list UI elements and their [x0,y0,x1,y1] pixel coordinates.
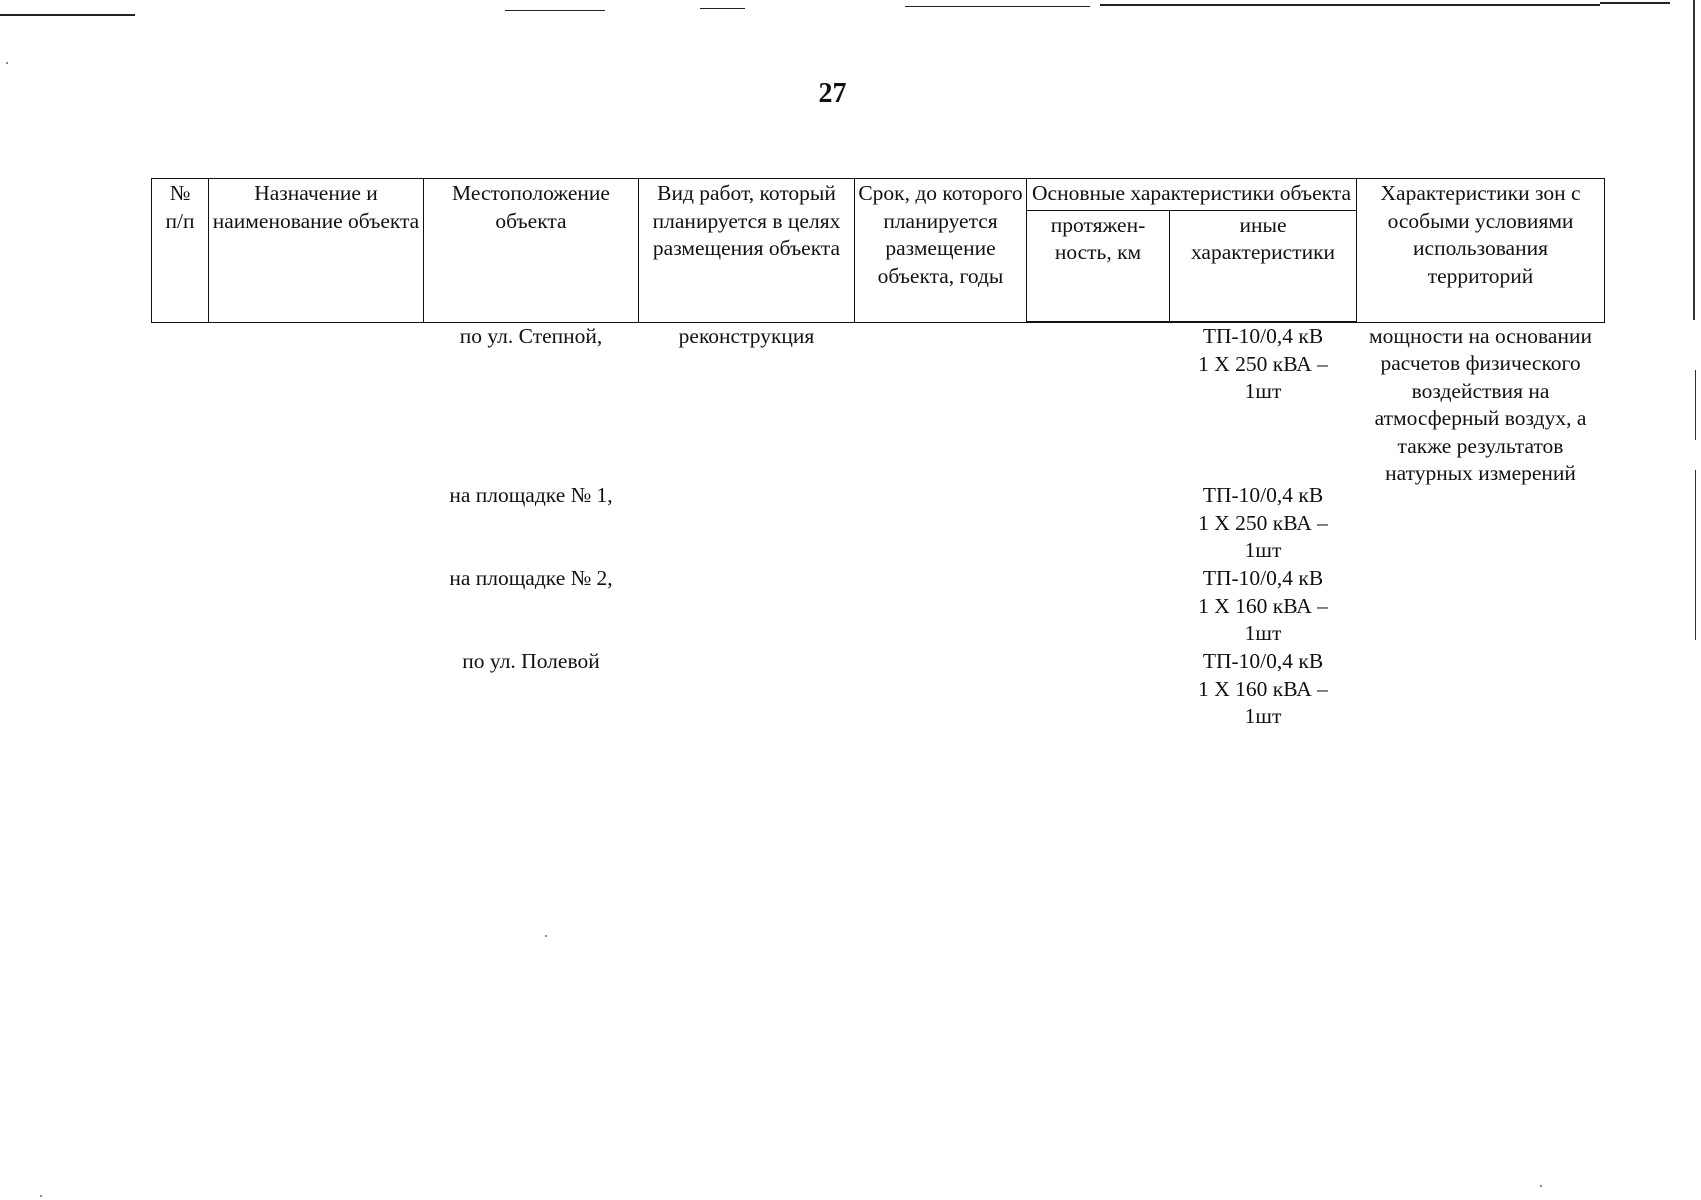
header-length: протяжен- ность, км [1027,210,1170,322]
scan-right-edge [1693,0,1695,320]
header-zones: Характеристики зон с особыми условиями использования территорий [1357,179,1605,323]
scan-edge-line [0,14,135,16]
scan-speck [545,935,547,937]
header-purpose: Назначение и наименование объекта [209,179,424,323]
cell-purpose [209,565,424,648]
scan-speck [40,1195,42,1197]
cell-location: по ул. Степной, [459,323,603,348]
cell-location: по ул. Полевой [462,649,600,673]
scan-edge-line [905,6,1090,7]
scan-edge-line [505,10,605,11]
cell-work-type: реконструкция [678,323,815,348]
cell-purpose [209,322,424,482]
scan-edge-line [700,8,745,9]
header-other-characteristics: иные характеристики [1170,210,1357,322]
cell-num [152,565,209,648]
cell-deadline [855,482,1027,565]
cell-length [1027,482,1170,565]
cell-num [152,322,209,482]
header-location: Местоположение объекта [424,179,639,323]
scan-right-edge [1695,370,1696,440]
cell-num [152,648,209,731]
cell-purpose [209,648,424,731]
cell-length [1027,648,1170,731]
scan-speck [1540,1185,1542,1187]
scan-edge-line [1600,2,1670,4]
cell-deadline [855,565,1027,648]
cell-work-type [639,648,855,731]
cell-other-characteristics: ТП-10/0,4 кВ 1 Х 160 кВА – 1шт [1198,566,1328,645]
header-main-characteristics: Основные характеристики объекта [1027,179,1357,211]
cell-other-characteristics: ТП-10/0,4 кВ 1 Х 250 кВА – 1шт [1198,483,1328,562]
cell-zones: мощности на основании расчетов физического воздействия на атмосферный воздух, а также результатов натурных измерений [1369,323,1592,485]
cell-length [1027,322,1170,482]
table-header [152,179,1605,323]
cell-other-characteristics: ТП-10/0,4 кВ 1 Х 250 кВА – 1шт [1198,324,1328,403]
table-body [152,322,1605,731]
cell-deadline [855,322,1027,482]
header-deadline: Срок, до которого планируется размещение объекта, годы [855,179,1027,323]
scan-edge-line [1100,4,1600,6]
cell-length [1027,565,1170,648]
cell-work-type [639,482,855,565]
cell-deadline [855,648,1027,731]
header-work-type: Вид работ, который планируется в целях размещения объекта [639,179,855,323]
cell-num [152,482,209,565]
cell-purpose [209,482,424,565]
header-num: № п/п [152,179,209,323]
cell-location: на площадке № 1, [449,483,613,507]
cell-other-characteristics: ТП-10/0,4 кВ 1 Х 160 кВА – 1шт [1198,649,1328,728]
page-number: 27 [818,78,847,109]
table-row [152,322,1605,482]
cell-work-type [639,565,855,648]
cell-location: на площадке № 2, [449,566,613,590]
scan-right-edge [1695,470,1696,640]
planned-objects-table [151,178,1605,731]
scan-speck [6,62,8,64]
